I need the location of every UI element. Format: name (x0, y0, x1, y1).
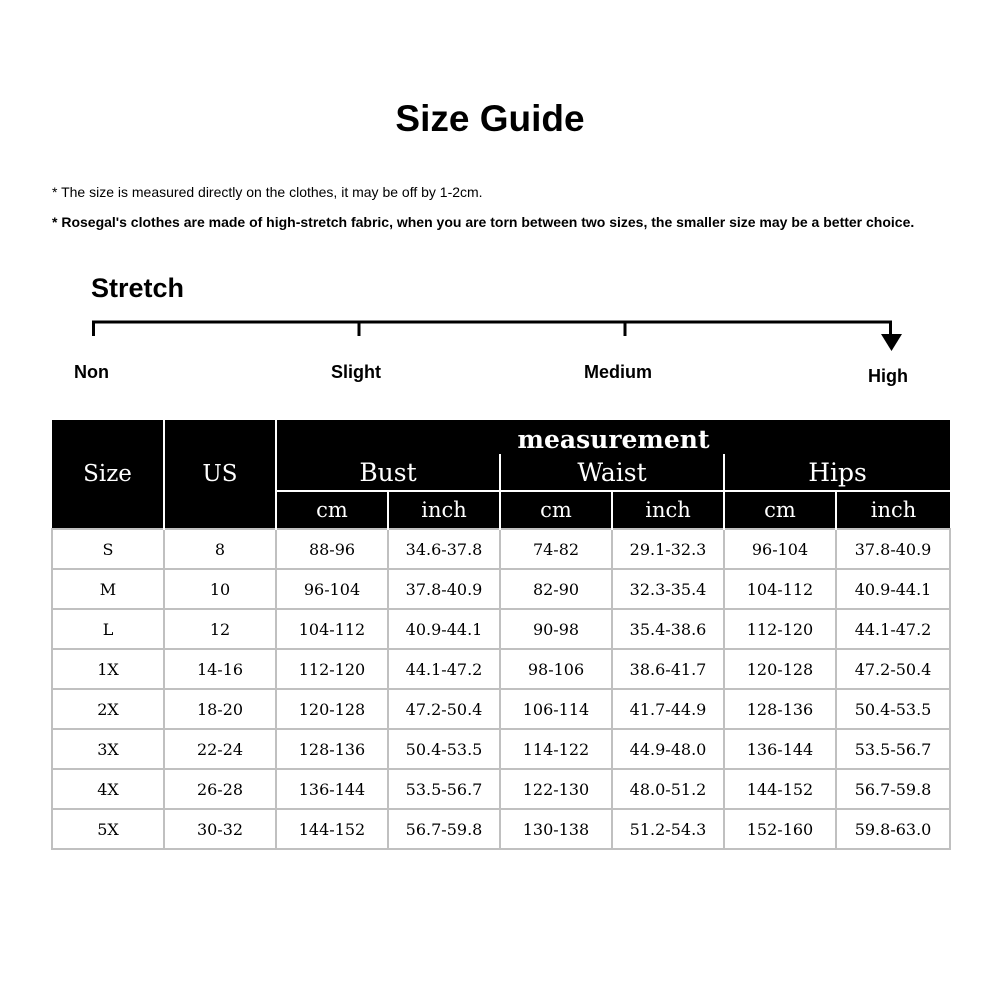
table-row (52, 529, 950, 569)
cell-bust-cm: 136-144 (276, 769, 388, 809)
table-row (52, 809, 950, 849)
cell-hips-inch: 44.1-47.2 (836, 609, 950, 649)
cell-bust-inch: 53.5-56.7 (388, 769, 500, 809)
cell-us: 14-16 (164, 649, 276, 689)
stretch-level-high: High (868, 366, 908, 386)
cell-size: M (52, 569, 164, 609)
table-row (52, 569, 950, 609)
header-hips-cm: cm (724, 491, 836, 529)
size-table (51, 420, 951, 850)
stretch-marker-arrow-icon (881, 334, 902, 351)
cell-waist-inch: 51.2-54.3 (612, 809, 724, 849)
cell-waist-cm: 82-90 (500, 569, 612, 609)
cell-hips-inch: 40.9-44.1 (836, 569, 950, 609)
header-bust: Bust (276, 454, 500, 491)
stretch-label: Stretch (91, 273, 185, 303)
cell-hips-cm: 104-112 (724, 569, 836, 609)
cell-us: 26-28 (164, 769, 276, 809)
cell-bust-inch: 47.2-50.4 (388, 689, 500, 729)
cell-hips-cm: 120-128 (724, 649, 836, 689)
cell-size: 3X (52, 729, 164, 769)
table-row (52, 609, 950, 649)
cell-us: 10 (164, 569, 276, 609)
cell-waist-cm: 98-106 (500, 649, 612, 689)
header-bust-cm: cm (276, 491, 388, 529)
cell-size: 4X (52, 769, 164, 809)
cell-bust-inch: 37.8-40.9 (388, 569, 500, 609)
cell-hips-inch: 50.4-53.5 (836, 689, 950, 729)
cell-bust-inch: 50.4-53.5 (388, 729, 500, 769)
header-waist-inch: inch (612, 491, 724, 529)
cell-waist-cm: 122-130 (500, 769, 612, 809)
table-row (52, 769, 950, 809)
cell-waist-inch: 48.0-51.2 (612, 769, 724, 809)
header-hips: Hips (724, 454, 950, 491)
cell-hips-cm: 136-144 (724, 729, 836, 769)
cell-hips-cm: 152-160 (724, 809, 836, 849)
cell-us: 8 (164, 529, 276, 569)
cell-waist-cm: 114-122 (500, 729, 612, 769)
stretch-scale (0, 0, 1000, 400)
cell-waist-inch: 32.3-35.4 (612, 569, 724, 609)
cell-bust-cm: 120-128 (276, 689, 388, 729)
table-row (52, 649, 950, 689)
cell-waist-inch: 29.1-32.3 (612, 529, 724, 569)
header-waist-cm: cm (500, 491, 612, 529)
table-row (52, 689, 950, 729)
cell-hips-cm: 144-152 (724, 769, 836, 809)
cell-waist-inch: 41.7-44.9 (612, 689, 724, 729)
cell-hips-inch: 53.5-56.7 (836, 729, 950, 769)
cell-us: 22-24 (164, 729, 276, 769)
cell-waist-cm: 130-138 (500, 809, 612, 849)
cell-waist-inch: 35.4-38.6 (612, 609, 724, 649)
cell-bust-cm: 88-96 (276, 529, 388, 569)
cell-bust-cm: 104-112 (276, 609, 388, 649)
cell-waist-cm: 106-114 (500, 689, 612, 729)
cell-hips-cm: 112-120 (724, 609, 836, 649)
header-measurement: measurement (276, 420, 950, 454)
cell-hips-inch: 59.8-63.0 (836, 809, 950, 849)
stretch-level-non: Non (74, 362, 109, 382)
cell-waist-inch: 44.9-48.0 (612, 729, 724, 769)
cell-bust-inch: 34.6-37.8 (388, 529, 500, 569)
cell-us: 12 (164, 609, 276, 649)
cell-size: 1X (52, 649, 164, 689)
table-row (52, 729, 950, 769)
cell-size: L (52, 609, 164, 649)
cell-waist-inch: 38.6-41.7 (612, 649, 724, 689)
cell-waist-cm: 90-98 (500, 609, 612, 649)
header-us: US (164, 420, 276, 529)
header-hips-inch: inch (836, 491, 950, 529)
cell-size: 5X (52, 809, 164, 849)
page-title: Size Guide (395, 98, 585, 139)
header-waist: Waist (500, 454, 724, 491)
stretch-level-medium: Medium (584, 362, 653, 382)
cell-hips-cm: 128-136 (724, 689, 836, 729)
cell-bust-cm: 128-136 (276, 729, 388, 769)
cell-size: S (52, 529, 164, 569)
cell-bust-cm: 96-104 (276, 569, 388, 609)
cell-hips-inch: 56.7-59.8 (836, 769, 950, 809)
cell-us: 18-20 (164, 689, 276, 729)
cell-bust-cm: 112-120 (276, 649, 388, 689)
cell-bust-cm: 144-152 (276, 809, 388, 849)
header-bust-inch: inch (388, 491, 500, 529)
cell-hips-inch: 47.2-50.4 (836, 649, 950, 689)
cell-size: 2X (52, 689, 164, 729)
cell-hips-inch: 37.8-40.9 (836, 529, 950, 569)
cell-us: 30-32 (164, 809, 276, 849)
header-size: Size (52, 420, 164, 529)
note-measurement: * The size is measured directly on the clothes, it may be off by 1-2cm. (52, 184, 483, 200)
note-fabric: * Rosegal's clothes are made of high-stretch fabric, when you are torn between two sizes, the smaller size may be a better choice. (52, 214, 915, 230)
cell-waist-cm: 74-82 (500, 529, 612, 569)
size-table-body (52, 529, 950, 849)
cell-bust-inch: 44.1-47.2 (388, 649, 500, 689)
cell-bust-inch: 56.7-59.8 (388, 809, 500, 849)
cell-bust-inch: 40.9-44.1 (388, 609, 500, 649)
cell-hips-cm: 96-104 (724, 529, 836, 569)
stretch-level-slight: Slight (331, 362, 381, 382)
